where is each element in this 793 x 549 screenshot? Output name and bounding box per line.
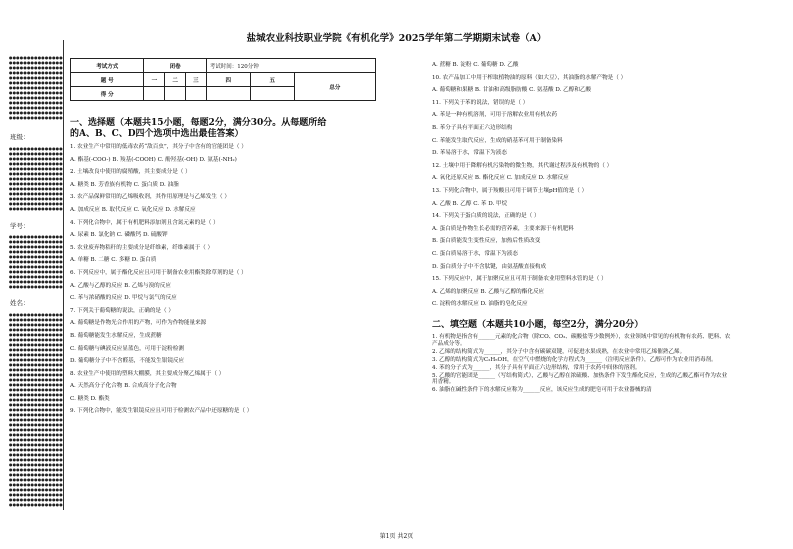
fill-in-list	[432, 334, 767, 394]
question-line: C. 苯与浓硝酸的反应 D. 甲烷与氯气的反应	[70, 295, 177, 302]
binding-dots: ●●●●●●●●●●●●●●● ●●●●●●●●●●●●●●● ●●●●●●●●●●●●●●● ●●●●●●●●●●●●●●● ●●●●●●●●●●●●●●● ●●●●●●●●●●●●●●● ●●●●●●●●●●●●●●● ●●●●●●●●●●●●●●● ●●●●●●●●●●●●●●● ●●●●●●●●●●●●●●● ●●●●●●●●●●●●●●● ●●●●●●●●●●●●●●● ●●●●●●●●●●●●●●●	[9, 55, 63, 120]
exam-mode-label: 考试方式	[71, 59, 144, 73]
question-line: 14. 下列关于蛋白质的说法，正确的是（ ）	[432, 213, 540, 220]
question-line: 1. 农业生产中常用的低毒农药“敌百虫”，其分子中含有的官能团是（ ）	[70, 144, 247, 150]
page-footer: 第1页 共2页	[379, 533, 414, 540]
total-label: 总分	[294, 73, 375, 101]
score-cell	[165, 87, 186, 101]
question-line: 10. 农产品加工中用于榨取植物油的原料（如大豆），其油脂的水解产物是（ ）	[432, 74, 627, 81]
binding-dots: ●●●●●●●●●●●●●●● ●●●●●●●●●●●●●●● ●●●●●●●●●●●●●●● ●●●●●●●●●●●●●●● ●●●●●●●●●●●●●●● ●●●●●●●●●●●●●●● ●●●●●●●●●●●●●●● ●●●●●●●●●●●●●●● ●●●●●●●●●●●●●●● ●●●●●●●●●●●●●●● ●●●●●●●●●●●●●●● ●●●●●●●●●●●●●●● ●●●●●●●●●●●●●●● ●●●●●●●●●●●●●●● ●●●●●●●●●●●●●●● ●●●●●●●●●●●●●●● ●●●●●●●●●●●●●●● ●●●●●●●●●●●●●●● ●●●●●●●●●●●●●●● ●●●●●●●●●●●●●●● ●●●●●●●●●●●●●●● ●●●●●●●●●●●●●●● ●●●●●●●●●●●●●●● ●●●●●●●●●●●●●●● ●●●●●●●●●●●●●●● ●●●●●●●●●●●●●●● ●●●●●●●●●●●●●●● ●●●●●●●●●●●●●●● ●●●●●●●●●●●●●●● ●●●●●●●●●●●●●●● ●●●●●●●●●●●●●●● ●●●●●●●●●●●●●●● ●●●●●●●●●●●●●●● ●●●●●●●●●●●●●●● ●●●●●●●●●●●●●●● ●●●●●●●●●●●●●●● ●●●●●●●●●●●●●●● ●●●●●●●●●●●●●●● ●●●●●●●●●●●●●●●	[9, 312, 63, 507]
question-line: 11. 下列关于苯的说法，错误的是（ ）	[432, 99, 529, 106]
question-line: D. 葡萄糖分子中不含醛基，不能发生银镜反应	[70, 358, 185, 365]
right-column	[432, 62, 767, 395]
question-line: A. 蔗糖 B. 淀粉 C. 葡萄糖 D. 乙酸	[432, 62, 519, 68]
question-line: A. 尿素 B. 氯化钠 C. 磷酸钙 D. 硫酸钾	[70, 232, 168, 239]
question-line: 9. 下列化合物中，能发生银镜反应且可用于检测农产品中还原糖的是（ ）	[70, 408, 253, 415]
question-line: 4. 苯的分子式为______，其分子具有平面正六边形结构，常用于农药中间体的溶剂。	[432, 364, 641, 371]
col-3: 三	[186, 73, 207, 87]
question-line: 6. 油脂在碱性条件下的水解反应称为______反应，该反应生成的肥皂可用于农业器械的清	[432, 387, 652, 394]
question-line: A. 葡萄糖是作物光合作用的产物，可作为作物能量来源	[70, 320, 207, 327]
question-line: 2. 土壤改良中使用的腐殖酸，其主要成分是（ ）	[70, 169, 191, 176]
question-line: A. 天然高分子化合物 B. 合成高分子化合物	[70, 383, 177, 390]
question-line: D. 蛋白质分子中不含肽键，由氨基酸直接构成	[432, 263, 547, 270]
question-line: 5. 乙酸的官能团是______（写结构简式），乙酸与乙醇在浓硫酸、加热条件下发生酯化反应，生成的乙酸乙酯可作为农业用香精。	[432, 372, 728, 386]
score-cell	[206, 87, 250, 101]
question-line: 12. 土壤中用于降解有机污染物的微生物，其代谢过程涉及有机物的（ ）	[432, 162, 613, 169]
question-line: B. 葡萄糖能发生水解反应，生成蔗糖	[70, 332, 162, 339]
question-line: A. 乙烯的加聚反应 B. 乙酸与乙醇的酯化反应	[432, 288, 545, 295]
question-line: 6. 下列反应中，属于酯化反应且可用于制备农业用酯类除草剂的是（ ）	[70, 269, 247, 276]
question-line: 4. 下列化合物中，属于有机肥料添加剂且含氮元素的是（ ）	[70, 219, 219, 226]
question-line: C. 苯能发生取代反应，生成的硝基苯可用于制备染料	[432, 137, 563, 144]
question-line: A. 糖类 B. 芳香族有机物 C. 蛋白质 D. 油脂	[70, 181, 179, 188]
question-line: A. 单糖 B. 二糖 C. 多糖 D. 蛋白质	[70, 257, 157, 264]
question-line: C. 淀粉的水解反应 D. 油脂的皂化反应	[432, 301, 528, 308]
question-line: 8. 农业生产中使用的塑料大棚膜，其主要成分聚乙烯属于（ ）	[70, 370, 225, 377]
question-line: D. 苯易溶于水，常温下为液态	[432, 150, 507, 157]
question-line: C. 蛋白质易溶于水，常温下为液态	[432, 250, 518, 257]
question-line: 1. 有机物是指含有______元素的化合物（除CO、CO₂、碳酸盐等少数例外），农业领域中常见的有机物有农药、肥料、农产品成分等。	[432, 333, 731, 347]
question-line: 15. 下列反应中，属于加聚反应且可用于制备农业用塑料水管的是（ ）	[432, 276, 607, 283]
binding-dots: ●●●●●●●●●●●●●●● ●●●●●●●●●●●●●●● ●●●●●●●●●●●●●●● ●●●●●●●●●●●●●●● ●●●●●●●●●●●●●●● ●●●●●●●●●●●●●●● ●●●●●●●●●●●●●●● ●●●●●●●●●●●●●●● ●●●●●●●●●●●●●●● ●●●●●●●●●●●●●●● ●●●●●●●●●●●●●●●	[9, 234, 63, 289]
question-line: 5. 农业废弃物秸秆的主要成分是纤维素，纤维素属于（ ）	[70, 244, 214, 251]
question-line: A. 葡萄糖和果糖 B. 甘油和高级脂肪酸 C. 氨基酸 D. 乙醇和乙酸	[432, 87, 592, 94]
score-cell	[250, 87, 294, 101]
question-line: 7. 下列关于葡萄糖的说法，正确的是（ ）	[70, 307, 174, 314]
question-line: A. 酯基(-COO-) B. 羧基(-COOH) C. 酚羟基(-OH) D. 氨基(-NH₂)	[70, 156, 237, 163]
class-label: 班级：	[10, 133, 30, 141]
student-id-label: 学号：	[10, 222, 30, 230]
question-line: A. 氧化还原反应 B. 酯化反应 C. 加成反应 D. 水解反应	[432, 175, 569, 182]
left-column	[70, 118, 400, 421]
score-label: 得 分	[71, 87, 144, 101]
score-cell	[186, 87, 207, 101]
question-line: A. 蛋白质是作物生长必需的营养素，主要来源于有机肥料	[432, 225, 574, 232]
col-5: 五	[250, 73, 294, 87]
section1-heading-cont: 的A、B、C、D四个选项中选出最佳答案）	[70, 129, 244, 139]
section1-heading: 一、选择题（本题共15小题，每题2分，满分30分。从每题所给	[70, 118, 327, 128]
question-line: A. 乙酸 B. 乙醇 C. 苯 D. 甲烷	[432, 200, 508, 207]
exam-title: 盐城农业科技职业学院《有机化学》2025学年第二学期期末试卷（A）	[246, 33, 547, 44]
col-4: 四	[206, 73, 250, 87]
question-line: 13. 下列化合物中，属于羧酸且可用于调节土壤pH值的是（ ）	[432, 187, 588, 194]
binding-dots: ●●●●●●●●●●●●●●● ●●●●●●●●●●●●●●● ●●●●●●●●●●●●●●● ●●●●●●●●●●●●●●● ●●●●●●●●●●●●●●● ●●●●●●●●●●●●●●● ●●●●●●●●●●●●●●● ●●●●●●●●●●●●●●● ●●●●●●●●●●●●●●● ●●●●●●●●●●●●●●● ●●●●●●●●●●●●●●● ●●●●●●●●●●●●●●● ●●●●●●●●●●●●●●●	[9, 146, 63, 211]
question-line: B. 苯分子具有平面正六边形结构	[432, 124, 513, 131]
question-line: C. 糖类 D. 酯类	[70, 395, 110, 402]
right-question-list	[432, 62, 767, 314]
question-no-label: 题 号	[71, 73, 144, 87]
question-line: B. 蛋白质能发生变性反应，加热后性质改变	[432, 238, 541, 245]
score-table	[70, 58, 376, 101]
question-line: 3. 乙醇的结构简式为C₂H₅OH，在空气中燃烧的化学方程式为______（注明反应条件），乙醇可作为农业用消毒剂。	[432, 356, 717, 363]
section2-heading: 二、填空题（本题共10小题，每空2分，满分20分）	[432, 319, 644, 330]
question-line: A. 加成反应 B. 取代反应 C. 氧化反应 D. 水解反应	[70, 206, 196, 213]
name-label: 姓名：	[10, 299, 30, 307]
question-line: A. 苯是一种有机溶剂，可用于溶解农业用有机农药	[432, 112, 558, 119]
left-question-list	[70, 144, 400, 421]
exam-mode-value: 闭卷	[144, 59, 206, 73]
question-line: 3. 农产品保鲜常用的乙烯吸收剂，其作用原理是与乙烯发生（ ）	[70, 194, 230, 201]
col-2: 二	[165, 73, 186, 87]
score-cell	[144, 87, 165, 101]
question-line: C. 葡萄糖与碘液反应显蓝色，可用于淀粉检测	[70, 345, 184, 352]
question-line: A. 乙酸与乙醇的反应 B. 乙烯与溴的反应	[70, 282, 171, 289]
question-line: 2. 乙烯的结构简式为______，其分子中含有碳碳双键，可促进水果成熟，在农业中常用乙烯催熟乙烯。	[432, 348, 686, 355]
exam-time: 考试时间：120分钟	[206, 59, 375, 73]
binding-line	[63, 40, 64, 510]
col-1: 一	[144, 73, 165, 87]
